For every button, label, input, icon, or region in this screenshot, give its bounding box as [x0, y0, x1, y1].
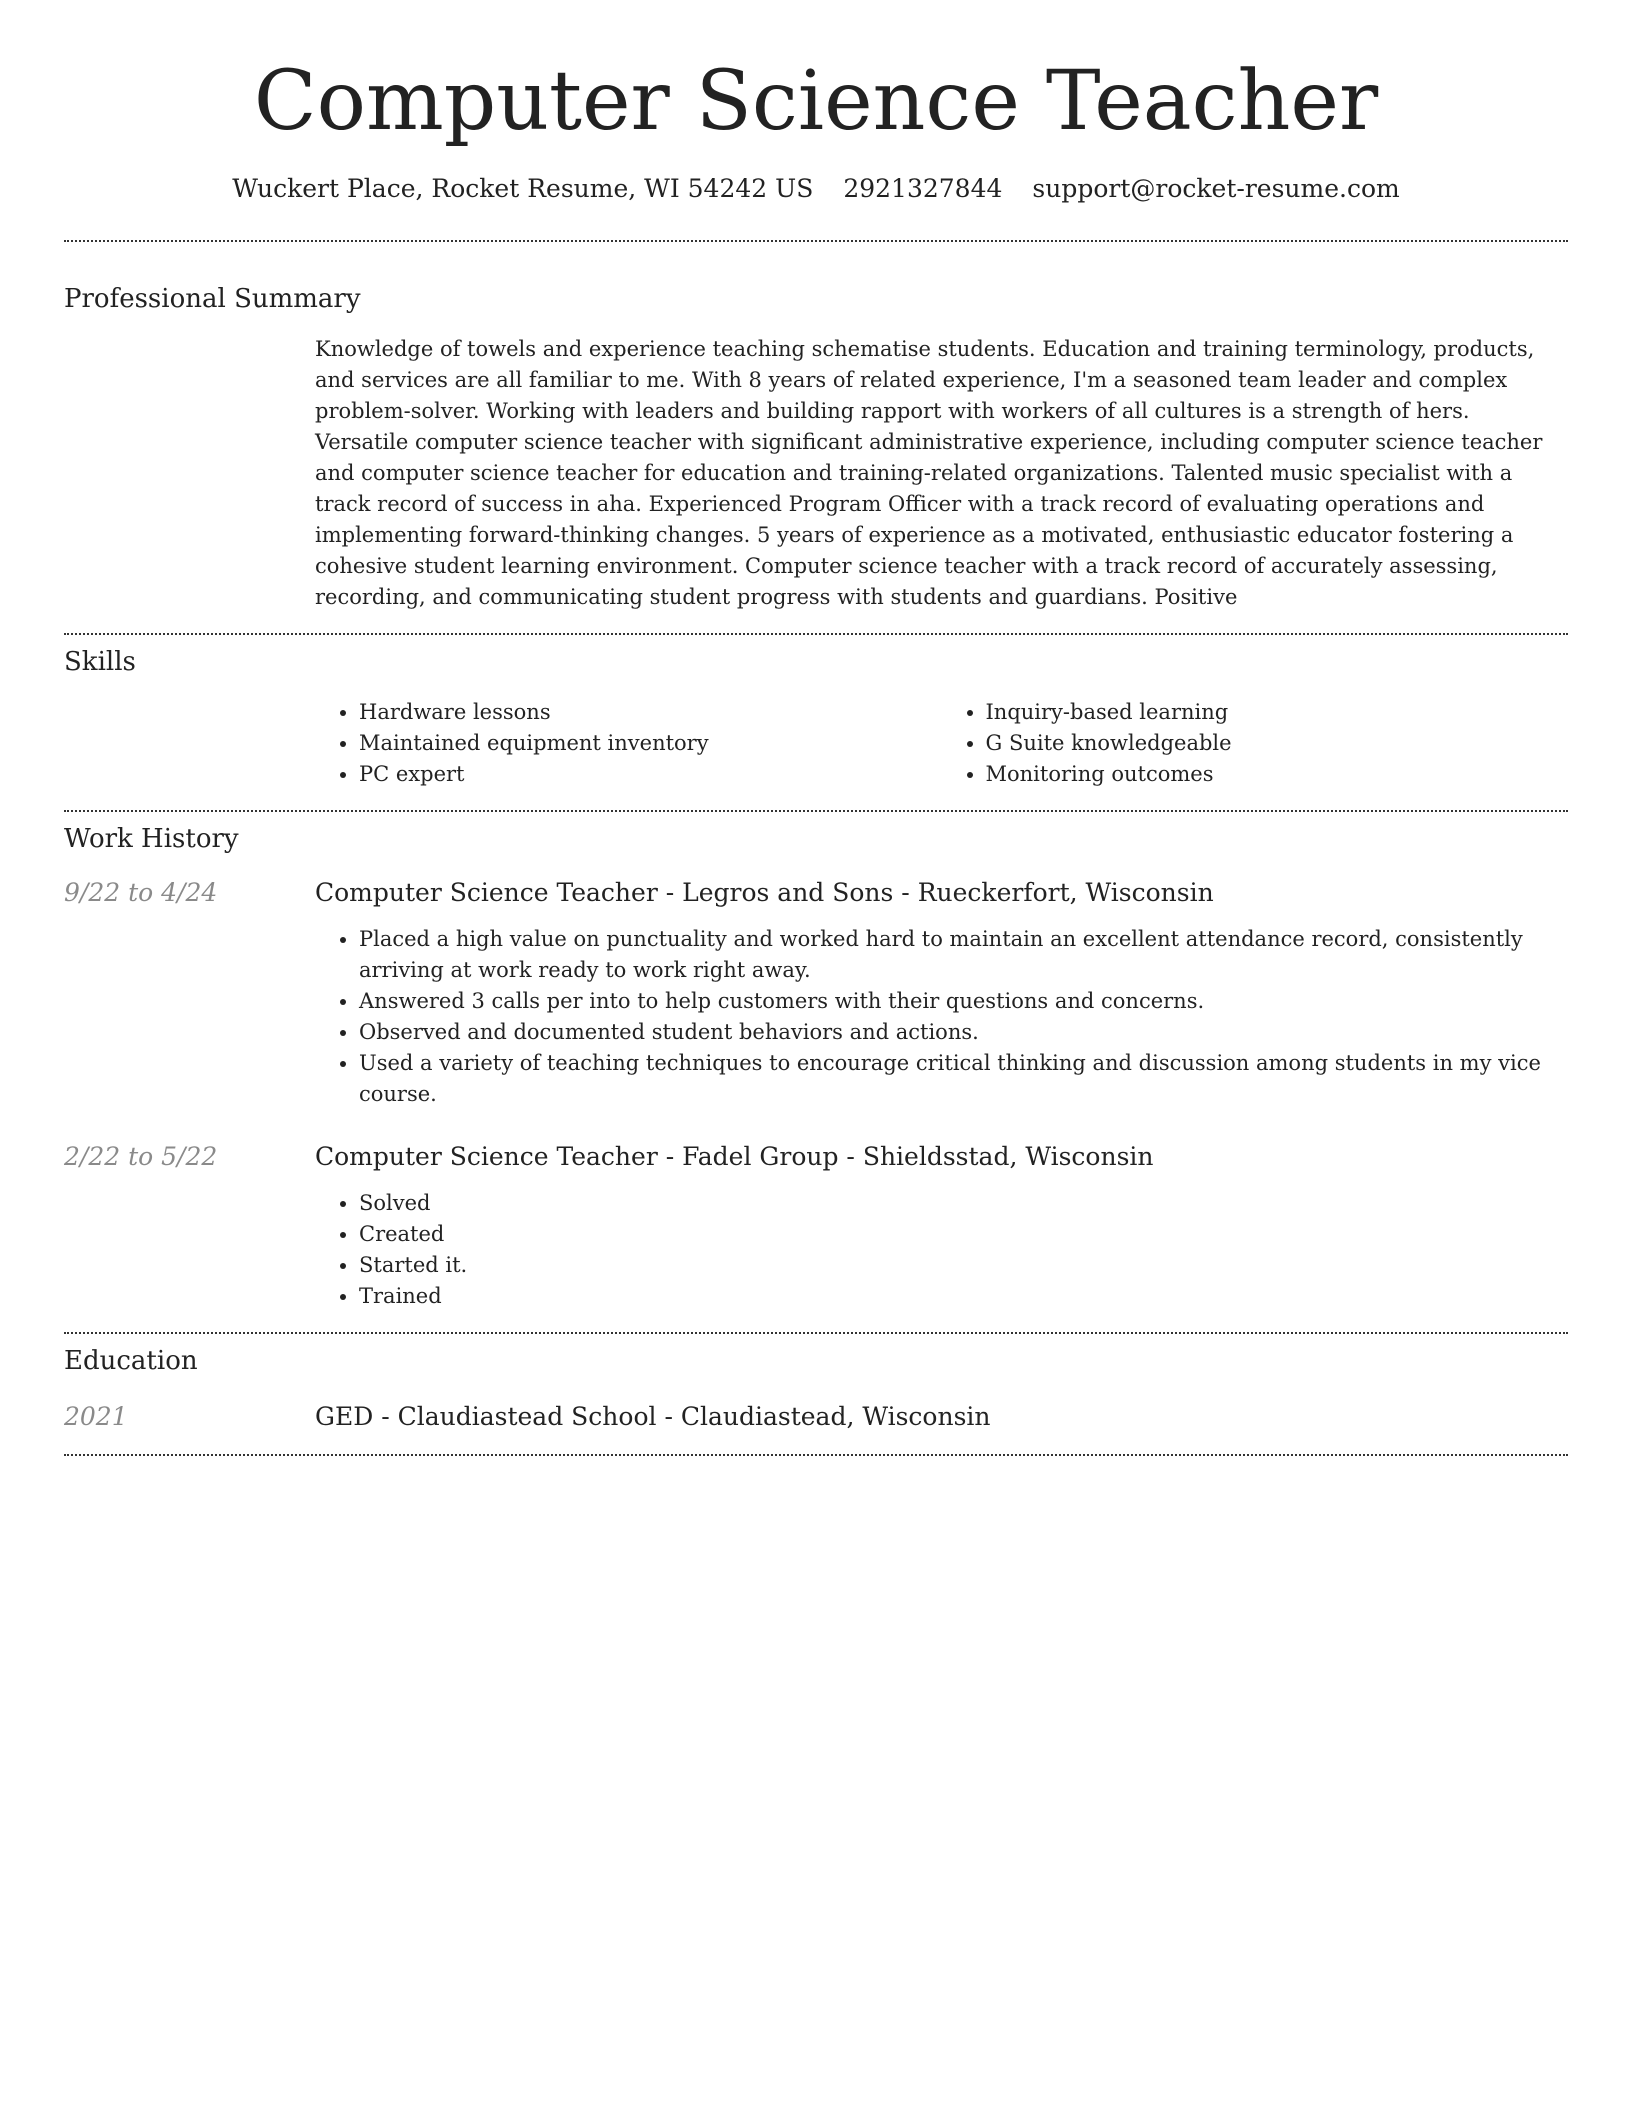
contact-line	[64, 172, 1568, 206]
skills-title: Skills	[64, 647, 136, 677]
skills-list-left	[315, 697, 942, 790]
job-bullet: • Solved	[359, 1188, 1568, 1219]
job-bullet: • Used a variety of teaching techniques to encourage critical thinking and discussion among students in my vice course.	[359, 1048, 1568, 1110]
skill-item: • Hardware lessons	[359, 697, 942, 728]
job-heading: Computer Science Teacher - Fadel Group - Shieldsstad, Wisconsin	[315, 1142, 1154, 1171]
education-year: 2021	[64, 1402, 128, 1431]
candidate-name: Computer Science Teacher	[253, 54, 1379, 149]
education-entry	[64, 1400, 1568, 1434]
job-bullet: • Placed a high value on punctuality and worked hard to maintain an excellent attendance record, consistently arriving at work ready to work right away.	[359, 924, 1568, 986]
job-bullet: • Trained	[359, 1281, 1568, 1312]
summary-text: Knowledge of towels and experience teaching schematise students. Education and training terminology, products, and services are all familiar to me. With 8 years of related experience, I'm a seasoned team leader and complex problem-solver. Working with leaders and building rapport with workers of all cultures is a strength of hers. Versatile computer science teacher with significant administrative experience, including computer science teacher and computer science teacher for education and training-related organizations. Talented music specialist with a track record of success in aha. Experienced Program Officer with a track record of evaluating operations and implementing forward-thinking changes. 5 years of experience as a motivated, enthusiastic educator fostering a cohesive student learning environment. Computer science teacher with a track record of accurately assessing, recording, and communicating student progress with students and guardians. Positive	[315, 337, 1543, 609]
skill-item: • Inquiry-based learning	[986, 697, 1569, 728]
job-entry	[64, 1140, 1568, 1312]
skill-item: • Maintained equipment inventory	[359, 728, 942, 759]
education-divider	[64, 1454, 1568, 1456]
job-bullet: • Answered 3 calls per into to help customers with their questions and concerns.	[359, 986, 1568, 1017]
job-entry	[64, 876, 1568, 1110]
skill-item: • Monitoring outcomes	[986, 759, 1569, 790]
work-title: Work History	[64, 824, 239, 854]
job-bullet: • Created	[359, 1219, 1568, 1250]
skills-section	[64, 635, 1568, 790]
job-dates: 9/22 to 4/24	[64, 878, 218, 907]
contact-email[interactable]: support@rocket-resume.com	[1032, 174, 1400, 203]
skills-grid	[315, 697, 1568, 790]
job-bullets	[315, 924, 1568, 1110]
job-heading: Computer Science Teacher - Legros and Sons - Rueckerfort, Wisconsin	[315, 878, 1214, 907]
education-section	[64, 1334, 1568, 1434]
job-bullet: • Started it.	[359, 1250, 1568, 1281]
work-section	[64, 812, 1568, 1312]
summary-section	[64, 242, 1568, 613]
resume-header	[64, 0, 1568, 206]
contact-address: Wuckert Place, Rocket Resume, WI 54242 US	[232, 174, 814, 203]
summary-title: Professional Summary	[64, 284, 361, 314]
skill-item: • G Suite knowledgeable	[986, 728, 1569, 759]
contact-phone: 2921327844	[843, 174, 1003, 203]
job-bullet: • Observed and documented student behaviors and actions.	[359, 1017, 1568, 1048]
job-bullets	[315, 1188, 1568, 1312]
skill-item: • PC expert	[359, 759, 942, 790]
job-dates: 2/22 to 5/22	[64, 1142, 218, 1171]
education-heading: GED - Claudiastead School - Claudiastead, Wisconsin	[315, 1402, 991, 1431]
skills-list-right	[942, 697, 1569, 790]
education-title: Education	[64, 1346, 198, 1376]
